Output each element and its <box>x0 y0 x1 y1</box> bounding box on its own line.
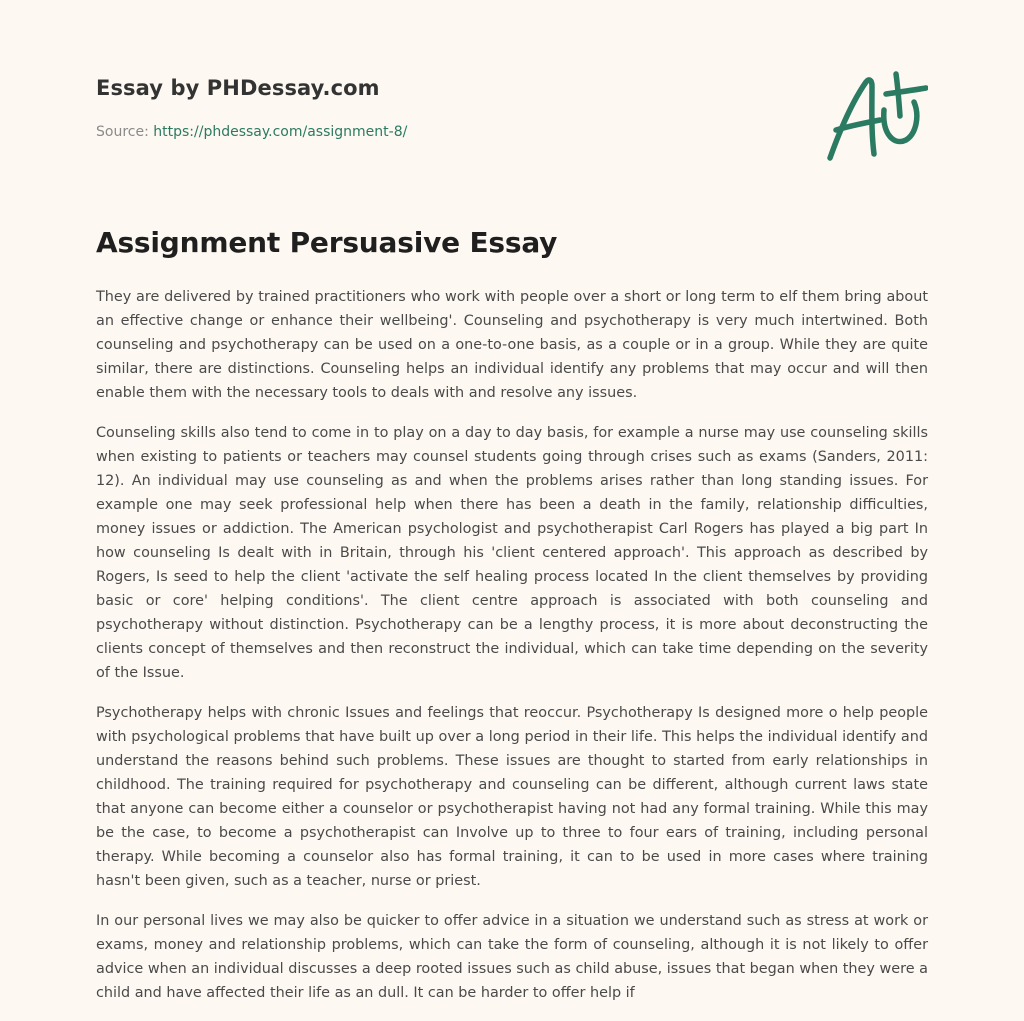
site-title: Essay by PHDessay.com <box>96 76 380 100</box>
paragraph: Psychotherapy helps with chronic Issues and feelings that reoccur. Psychotherapy Is designed more o help people with psychological problems that have built up over a long period in their life. This helps the individual identify and understand the reasons behind such problems. These issues are thought to started from early relationships in childhood. The training required for psychotherapy and counseling can be different, although current laws state that anyone can become either a counselor or psychotherapist having not had any formal training. While this may be the case, to become a psychotherapist can Involve up to three to four ears of training, including personal therapy. While becoming a counselor also has formal training, it can to be used in more cases where training hasn't been given, such as a teacher, nurse or priest. <box>96 705 928 889</box>
paragraph: They are delivered by trained practitioners who work with people over a short or long term to elf them bring about an effective change or enhance their wellbeing'. Counseling and psychotherapy is very much intertwined. Both counseling and psychotherapy can be used on a one-to-one basis, as a couple or in a group. While they are quite similar, there are distinctions. Counseling helps an individual identify any problems that may occur and will then enable them with the necessary tools to deals with and resolve any issues. <box>96 289 928 401</box>
article-title: Assignment Persuasive Essay <box>96 226 558 259</box>
a-plus-grade-icon <box>822 68 928 164</box>
article <box>96 226 928 1021</box>
source-link[interactable]: https://phdessay.com/assignment-8/ <box>153 124 408 140</box>
paragraph: In our personal lives we may also be quicker to offer advice in a situation we understand such as stress at work or exams, money and relationship problems, which can take the form of counseling, although it is not likely to offer advice when an individual discusses a deep rooted issues such as child abuse, issues that began when they were a child and have affected their life as an dull. It can be harder to offer help if <box>96 913 928 1001</box>
source-label: Source: <box>96 124 154 140</box>
source-line <box>96 124 928 140</box>
paragraph: Counseling skills also tend to come in to play on a day to day basis, for example a nurse may use counseling skills when existing to patients or teachers may counsel students going through crises such as exams (Sanders, 2011: 12). An individual may use counseling as and when the problems arises rather than long standing issues. For example one may seek professional help when there has been a death in the family, relationship difficulties, money issues or addiction. The American psychologist and psychotherapist Carl Rogers has played a big part In how counseling Is dealt with in Britain, through his 'client centered approach'. This approach as described by Rogers, Is seed to help the client 'activate the self healing process located In the client themselves by providing basic or core' helping conditions'. The client centre approach is associated with both counseling and psychotherapy without distinction. Psychotherapy can be a lengthy process, it is more about deconstructing the clients concept of themselves and then reconstruct the individual, which can take time depending on the severity of the Issue. <box>96 425 928 681</box>
page-header <box>96 76 928 140</box>
